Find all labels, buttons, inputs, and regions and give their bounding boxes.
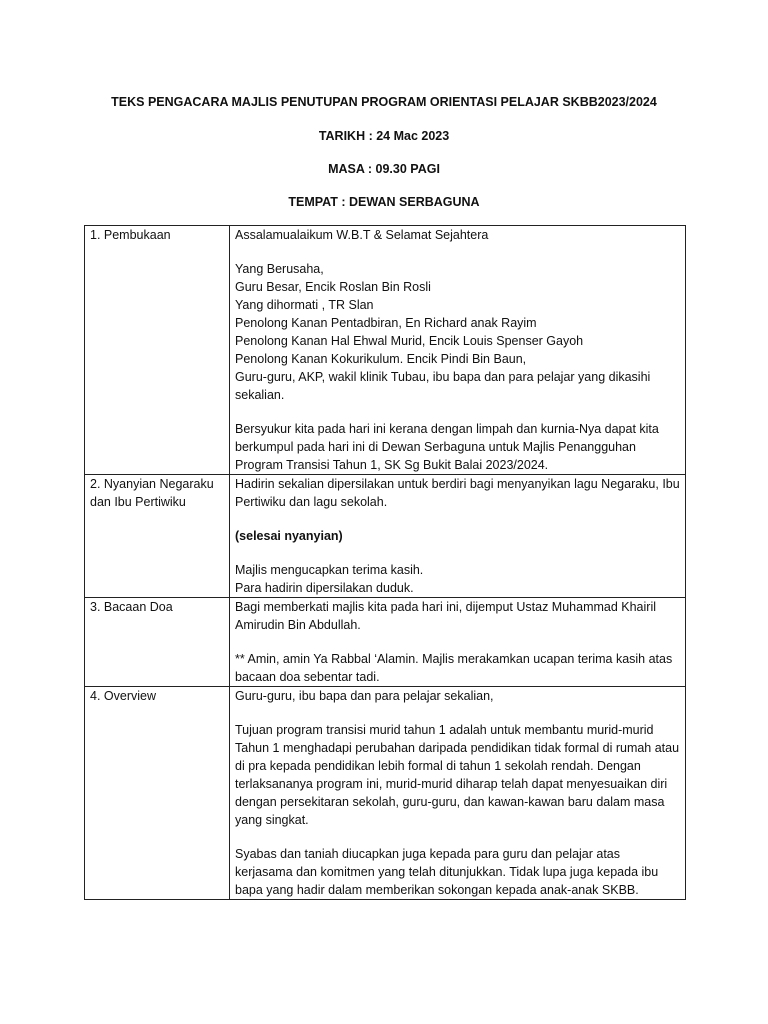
overview-thanks-text: Syabas dan taniah diucapkan juga kepada para guru dan pelajar atas kerjasama dan komitmen yang telah ditunjukkan. Tidak lupa juga kepada ibu bapa yang hadir dalam memberikan sokongan kepada anak-anak SKBB. — [235, 847, 659, 897]
section-label: 2. Nyanyian Negaraku dan Ibu Pertiwiku — [90, 477, 214, 509]
section-label: 3. Bacaan Doa — [90, 600, 173, 614]
overview-purpose-text: Tujuan program transisi murid tahun 1 adalah untuk membantu murid-murid Tahun 1 menghadapi perubahan daripada pendidikan tidak formal di rumah atau di pra kepada pendidikan lebih formal di tahun 1 sekolah rendah. Dengan terlaksananya program ini, murid-murid diharap telah dapat menyesuaikan diri dengan persekitaran sekolah, guru-guru, dan kawan-kawan baru dalam masa yang singkat. — [235, 723, 680, 827]
doa-invite-text: Bagi memberkati majlis kita pada hari ini, dijemput Ustaz Muhammad Khairil Amirudin Bin Abdullah. — [235, 600, 657, 632]
greeting-text: Assalamualaikum W.B.T & Selamat Sejahtera — [235, 228, 489, 242]
place-line: TEMPAT : DEWAN SERBAGUNA — [288, 195, 480, 209]
anthem-done-note: (selesai nyanyian) — [235, 529, 343, 543]
section-label-nyanyian — [85, 475, 230, 598]
program-table — [84, 225, 686, 900]
document-title: TEKS PENGACARA MAJLIS PENUTUPAN PROGRAM ORIENTASI PELAJAR SKBB2023/2024 — [111, 95, 657, 109]
section-label-pembukaan — [85, 226, 230, 475]
section-script-pembukaan — [230, 226, 686, 475]
table-row — [85, 598, 686, 687]
doa-thanks-text: ** Amin, amin Ya Rabbal ‘Alamin. Majlis merakamkan ucapan terima kasih atas bacaan doa sebentar tadi. — [235, 652, 673, 684]
section-label-doa — [85, 598, 230, 687]
section-script-doa — [230, 598, 686, 687]
vip-list-text: Yang Berusaha, Guru Besar, Encik Roslan Bin Rosli Yang dihormati , TR Slan Penolong Kanan Pentadbiran, En Richard anak Rayim Penolong Kanan Hal Ehwal Murid, Encik Louis Spenser Gayoh Penolong Kanan Kokurikulum. Encik Pindi Bin Baun, Guru-guru, AKP, wakil klinik Tubau, ibu bapa dan para pelajar yang dikasihi sekalian. — [235, 262, 651, 402]
overview-greeting-text: Guru-guru, ibu bapa dan para pelajar sekalian, — [235, 689, 494, 703]
table-row — [85, 226, 686, 475]
section-label: 4. Overview — [90, 689, 156, 703]
section-script-overview — [230, 687, 686, 900]
date-line: TARIKH : 24 Mac 2023 — [318, 129, 450, 143]
time-line: MASA : 09.30 PAGI — [328, 162, 440, 176]
section-label-overview — [85, 687, 230, 900]
opening-text: Bersyukur kita pada hari ini kerana dengan limpah dan kurnia-Nya dapat kita berkumpul pada hari ini di Dewan Serbaguna untuk Majlis Penangguhan Program Transisi Tahun 1, SK Sg Bukit Balai 2023/2024. — [235, 422, 659, 472]
table-row — [85, 475, 686, 598]
section-script-nyanyian — [230, 475, 686, 598]
anthem-thanks-text: Majlis mengucapkan terima kasih. Para hadirin dipersilakan duduk. — [235, 563, 424, 595]
table-row — [85, 687, 686, 900]
anthem-invite-text: Hadirin sekalian dipersilakan untuk berdiri bagi menyanyikan lagu Negaraku, Ibu Pertiwiku dan lagu sekolah. — [235, 477, 680, 509]
section-label: 1. Pembukaan — [90, 228, 171, 242]
